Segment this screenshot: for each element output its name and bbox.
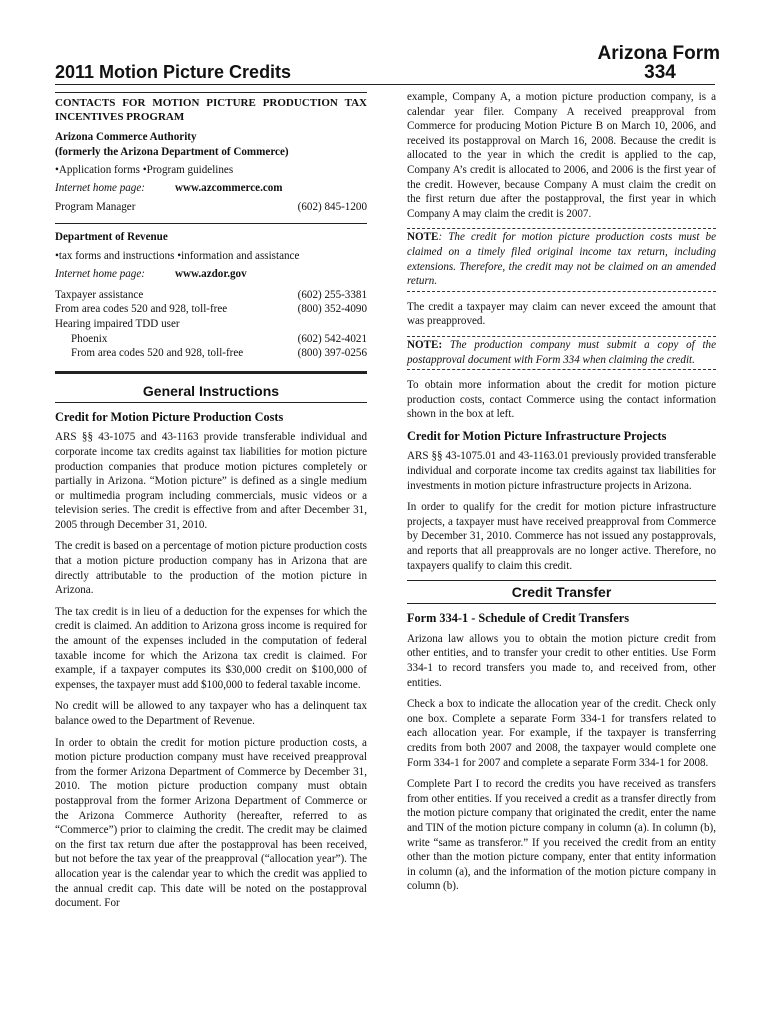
paragraph: Check a box to indicate the allocation year of the credit. Check only one box. Complete a separate Form 334-1 for transfers related to each allocation year. For example, if the taxpayer is transferring credits from both 2007 and 2008, the taxpayer would complete one Form 334-1 for 2007 and complete a separate Form 334-1 for 2008. [407,698,716,769]
contacts-box [55,92,367,374]
contacts-divider [55,223,367,224]
title-divider [55,84,715,85]
phone-row [55,317,367,332]
form-334-1-heading: Form 334-1 - Schedule of Credit Transfers [407,611,629,626]
manager-label: Program Manager [55,201,136,214]
phone-number: (800) 397-0256 [297,347,367,360]
manager-phone: (602) 845-1200 [297,201,367,214]
paragraph: ARS §§ 43-1075.01 and 43-1163.01 previously provided transferable individual and corporate income tax credits against tax liabilities for investments in motion picture infrastructure projects in Arizona. [407,450,716,492]
commerce-name: Arizona Commerce Authority [55,131,197,143]
commerce-services: •Application forms •Program guidelines [55,164,234,177]
paragraph: The credit is based on a percentage of motion picture production costs that a motion picture production company has in Arizona that are directly attributable to the production of the motion picture in Arizona. [55,540,367,597]
phone-row [55,332,367,347]
note-postapproval-copy [407,336,716,370]
note-text: : The credit for motion picture production costs must be claimed on a timely filed original income tax return, including extensions. Therefore, the credit may not be claimed on an amended return. [407,231,716,288]
commerce-web-row [55,181,367,196]
paragraph: Arizona law allows you to obtain the motion picture credit from other entities, and to transfer your credit to other entities. Use Form 334-1 to record transfers you made to, and received from, other entities. [407,632,716,689]
form-label: Arizona Form [597,43,720,64]
phone-label: From area codes 520 and 928, toll-free [55,303,228,316]
contacts-heading: CONTACTS FOR MOTION PICTURE PRODUCTION TAX INCENTIVES PROGRAM [55,97,367,123]
revenue-web-link[interactable]: www.azdor.gov [174,268,247,281]
commerce-web-label: Internet home page: [55,181,145,194]
revenue-name: Department of Revenue [55,230,168,243]
paragraph: No credit will be allowed to any taxpayer who has a delinquent tax balance owed to the Department of Revenue. [55,700,367,727]
paragraph: ARS §§ 43-1075 and 43-1163 provide transferable individual and corporate income tax credits against tax liabilities for motion picture production companies that produce motion pictures completely or partially in Arizona. “Motion picture” is defined as a single medium or multimedia program including commercials, music videos or a television series. The credit is effective from and after December 31, 2005 through December 31, 2010. [55,431,367,531]
note-text: The production company must submit a copy of the postapproval document with Form 334 when claiming the credit. [407,338,716,366]
revenue-phone-list [55,288,367,361]
paragraph: To obtain more information about the credit for motion picture production costs, contact Commerce using the contact information shown in the box at left. [407,379,716,421]
commerce-former-name: (formerly the Arizona Department of Commerce) [55,145,289,158]
phone-number: (602) 255-3381 [297,288,367,301]
paragraph: The credit a taxpayer may claim can never exceed the amount that was preapproved. [407,300,716,328]
phone-row [55,302,367,317]
production-costs-heading: Credit for Motion Picture Production Costs [55,409,284,424]
note-label: NOTE [407,231,439,244]
phone-row [55,346,367,361]
general-instructions-heading: General Instructions [55,380,367,403]
commerce-contact [55,130,367,215]
paragraph: Complete Part I to record the credits you have received as transfers from other entities. If you received a credit as a transfer directly from the motion picture company that originated the credit, enter the name and TIN of the motion picture company in column (a). In column (b), write “same as transferor.” If you received the credit from an entity other than the motion picture company, enter that entity information in column (a), and the information of the motion picture company in column (b). [407,778,716,893]
paragraph: In order to qualify for the credit for motion picture infrastructure projects, a taxpayer must have received preapproval from Commerce by December 31, 2010. Commerce has not issued any postapprovals, and reports that all preapprovals are no longer active. Therefore, no taxpayers qualify to claim this credit. [407,501,716,572]
page-title: 2011 Motion Picture Credits [55,62,292,82]
credit-transfer-heading: Credit Transfer [407,580,716,604]
paragraph: The tax credit is in lieu of a deduction for the expenses for which the credit is claimed. An addition to Arizona gross income is required for the amount of the expenses included in the computation of federal taxable income for which the Arizona tax credit is claimed. For example, if a taxpayer computes its $30,000 credit on $100,000 of expenses, the taxpayer must add $100,000 to federal taxable income. [55,605,367,691]
example-paragraph: example, Company A, a motion picture production company, is a calendar year filer. Company A received preapproval from Commerce for producing Motion Picture B on March 10, 2006, and received its postapproval on March 16, 2008. Because the credit is allocated to the year in which the credit is applied to the cap, Company A’s credit is allocated to 2006, and 2006 is the first year of the credit. However, because Company A must claim the credit on the first return due after the postapproval, the first year in which Company A may claim the credit is 2007. [407,91,716,220]
phone-number: (800) 352-4090 [297,303,367,316]
phone-row [55,288,367,303]
right-column [407,90,716,901]
phone-label: Phoenix [71,332,108,345]
revenue-contact [55,230,367,361]
note-amended-return [407,228,716,291]
left-column [55,92,367,918]
form-number-value: 334 [644,62,676,83]
phone-number: (602) 542-4021 [297,332,367,345]
revenue-web-row [55,267,367,282]
note-label: NOTE: [407,338,443,351]
form-number [560,44,720,82]
commerce-web-link[interactable]: www.azcommerce.com [174,181,283,194]
phone-label: Taxpayer assistance [55,288,144,301]
commerce-manager-row [55,200,367,215]
revenue-services: •tax forms and instructions •information and assistance [55,249,300,262]
phone-label: Hearing impaired TDD user [55,317,180,330]
paragraph: In order to obtain the credit for motion picture production costs, a motion picture production company must have received preapproval from the former Arizona Department of Commerce by December 31, 2010. The motion picture production company must obtain postapproval from the former Arizona Department of Commerce or the Arizona Commerce Authority (hereafter, referred to as “Commerce”) prior to claiming the credit. The credit may be claimed on the first tax return due after the postapproval has been received, but not before the tax year of the preapproval (“allocation year”). The allocation year is the calendar year to which the credit was applied to the annual credit cap. This date will be noted on the postapproval document. For [55,736,367,910]
phone-label: From area codes 520 and 928, toll-free [71,347,244,360]
infrastructure-heading: Credit for Motion Picture Infrastructure Projects [407,428,667,443]
revenue-web-label: Internet home page: [55,268,145,281]
